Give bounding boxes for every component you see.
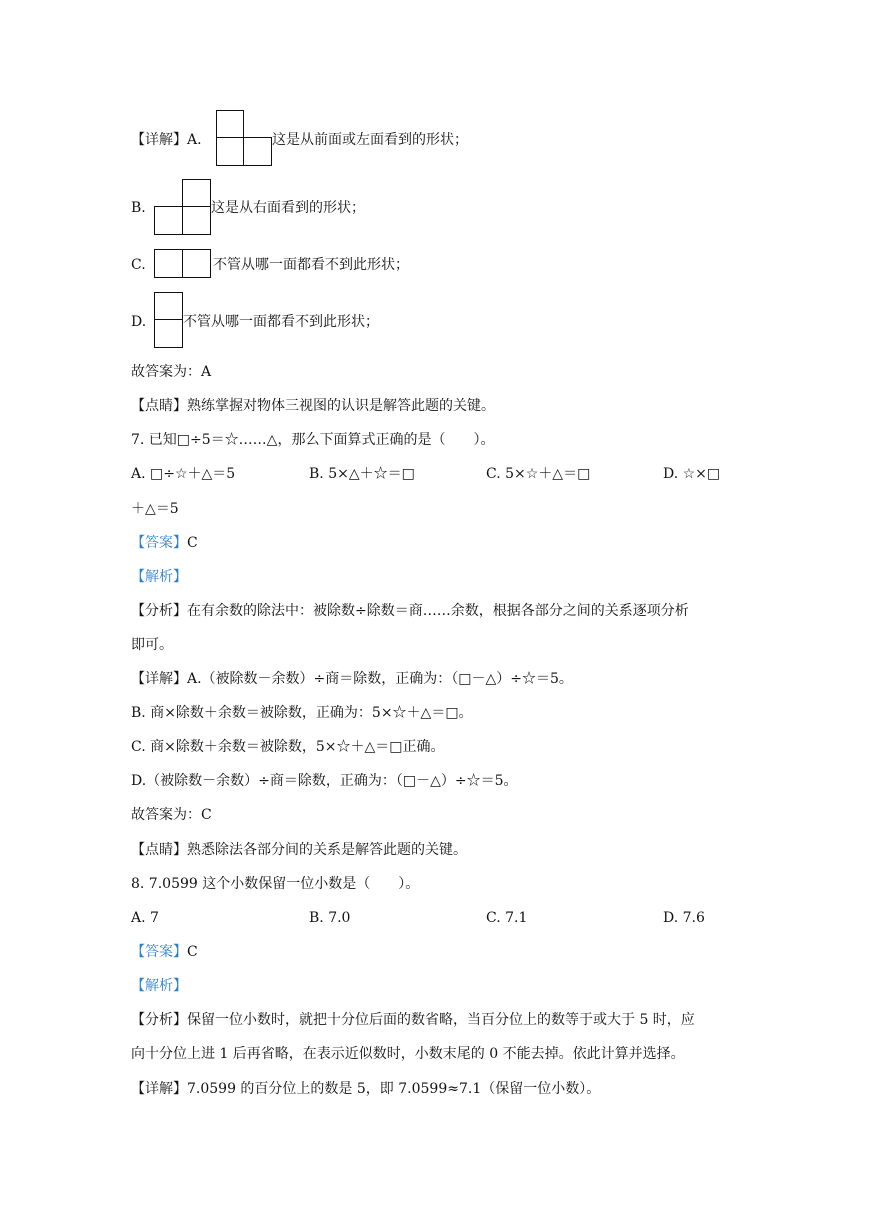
q7-analysis-line2: 即可。 [131,637,173,653]
q8-option-d: D. 7.6 [663,910,705,926]
shape-figure-a [216,110,272,166]
q7-detail-b: B. 商×除数＋余数＝被除数，正确为：5×☆＋△＝□。 [131,705,473,721]
q7-detail-d: D.（被除数－余数）÷商＝除数，正确为：（□－△）÷☆＝5。 [131,773,518,789]
q8-analysis-line1: 【分析】保留一位小数时，就把十分位后面的数省略，当百分位上的数等于或大于 5 时，应 [131,1012,695,1028]
q7-detail-c: C. 商×除数＋余数＝被除数，5×☆＋△＝□正确。 [131,739,445,755]
q7-answer-line: 故答案为：C [131,807,212,823]
q7-stem: 7. 已知□÷5＝☆……△，那么下面算式正确的是（ ）。 [131,432,495,448]
q8-answer-value: C [187,944,198,960]
q7-analysis-line1: 【分析】在有余数的除法中：被除数÷除数＝商……余数，根据各部分之间的关系逐项分析 [131,603,689,619]
shape-figure-c [154,249,211,278]
q6-d-prefix: D. [131,314,147,330]
q8-answer-label: 【答案】 [131,944,187,960]
q8-option-b: B. 7.0 [309,910,351,926]
q7-option-b: B. 5×△＋☆＝□ [309,466,415,482]
q7-option-d-cont: ＋△＝5 [131,501,179,517]
q8-analysis-line2: 向十分位上进 1 后再省略，在表示近似数时，小数末尾的 0 不能去掉。依此计算并选择。 [131,1046,685,1062]
q6-b-text: 这是从右面看到的形状； [211,200,365,216]
shape-figure-b [154,179,211,235]
q6-answer-line: 故答案为：A [131,364,212,380]
q7-option-a: A. □÷☆＋△＝5 [131,466,236,482]
q6-c-text: 不管从哪一面都看不到此形状； [213,257,409,273]
q6-detail-a-prefix: 【详解】A. [131,132,202,148]
q8-detail: 【详解】7.0599 的百分位上的数是 5，即 7.0599≈7.1（保留一位小数）。 [131,1081,601,1097]
q6-tip: 【点睛】熟练掌握对物体三视图的认识是解答此题的关键。 [131,398,495,414]
q7-answer-label: 【答案】 [131,535,187,551]
q8-stem: 8. 7.0599 这个小数保留一位小数是（ ）。 [131,876,420,892]
q6-detail-a-text: 这是从前面或左面看到的形状； [272,132,468,148]
q8-option-c: C. 7.1 [486,910,528,926]
q7-option-c: C. 5×☆＋△＝□ [486,466,591,482]
q8-answer [131,942,198,962]
q7-answer [131,533,198,553]
q6-c-prefix: C. [131,257,146,273]
q8-analysis-label: 【解析】 [131,978,187,994]
q7-option-d: D. ☆×□ [663,466,721,482]
q7-answer-value: C [187,535,198,551]
q8-option-a: A. 7 [131,910,159,926]
q7-analysis-label: 【解析】 [131,569,187,585]
shape-figure-d [154,292,183,348]
q6-d-text: 不管从哪一面都看不到此形状； [183,314,379,330]
q6-b-prefix: B. [131,200,146,216]
q7-detail-a: 【详解】A.（被除数－余数）÷商＝除数，正确为：（□－△）÷☆＝5。 [131,671,573,687]
q7-tip: 【点睛】熟悉除法各部分间的关系是解答此题的关键。 [131,842,467,858]
